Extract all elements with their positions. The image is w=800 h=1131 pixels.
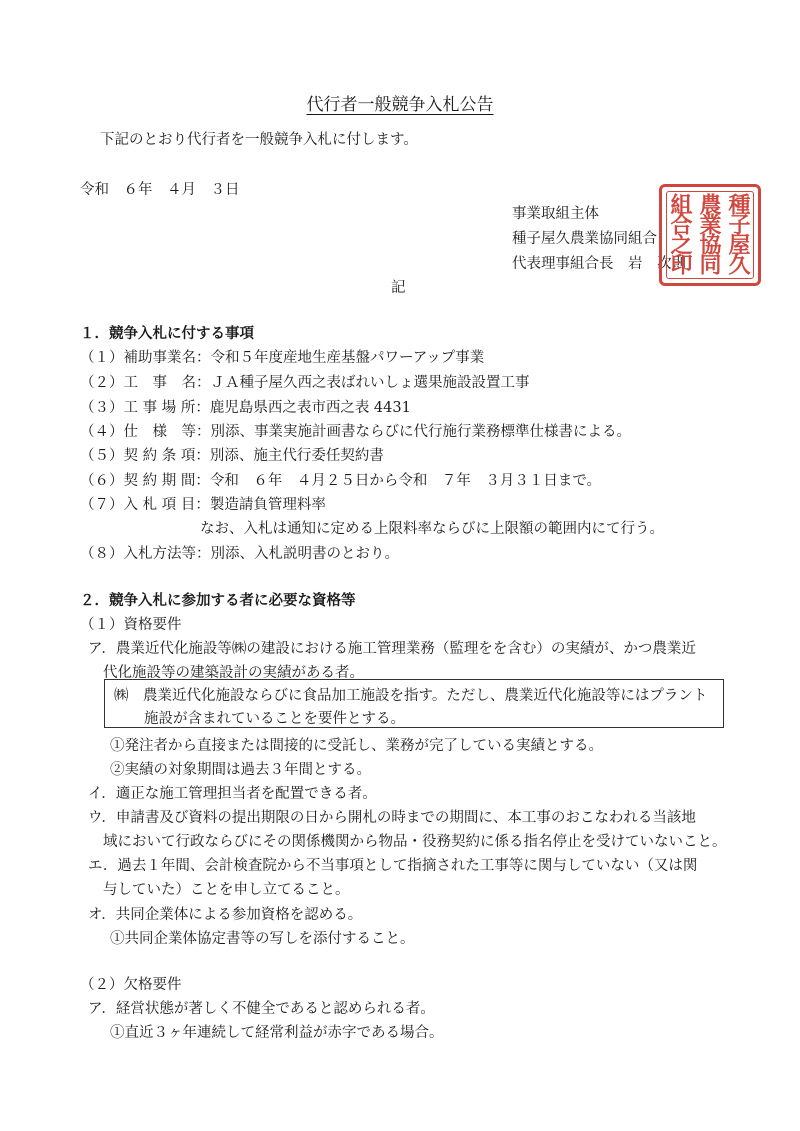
section-1-item: （７）入 札 項 目：製造請負管理料率 <box>80 497 326 513</box>
condition-2: ②実績の対象期間は過去３年間とする。 <box>110 762 371 778</box>
requirement-u-line-1: ウ．申請書及び資料の提出期限の日から開札の時までの期間に、本工事のおこなわれる当該地 <box>88 810 696 826</box>
intro-text: 下記のとおり代行者を一般競争入札に付します。 <box>100 132 418 148</box>
requirement-e-line-2: 与していた）ことを申し立てること。 <box>103 882 350 898</box>
qualification-requirements-heading: （１）資格要件 <box>80 617 182 633</box>
disqualification-a-condition: ①直近３ヶ年連続して経常利益が赤字である場合。 <box>110 1025 444 1041</box>
section-1-item-note: なお、入札は通知に定める上限料率ならびに上限額の範囲内にて行う。 <box>200 521 664 537</box>
section-1-item: （６）契 約 期 間：令和 ６年 ４月２５日から令和 ７年 ３月３１日まで。 <box>80 473 602 489</box>
seal-text-col-3: 組合之印 <box>667 193 693 273</box>
page-title: 代行者一般競争入札公告 <box>306 95 494 115</box>
section-1-item: （４）仕 様 等：別添、事業実施計画書ならびに代行施行業務標準仕様書による。 <box>80 424 631 440</box>
requirement-a-line-1: ア．農業近代化施設等㈱の建設における施工管理業務（監理をを含む）の実績が、かつ農業近 <box>88 641 696 657</box>
requirement-i: イ．適正な施工管理担当者を配置できる者。 <box>88 786 377 802</box>
section-1-heading: １．競争入札に付する事項 <box>80 325 254 342</box>
section-1-item: （２）工 事 名：ＪＡ種子屋久西之表ばれいしょ選果施設設置工事 <box>80 375 530 391</box>
section-1-item: （５）契 約 条 項：別添、施主代行委任契約書 <box>80 448 384 464</box>
issuer-organization: 種子屋久農業協同組合 <box>512 231 657 247</box>
requirement-a-line-2: 代化施設等の建築設計の実績がある者。 <box>103 665 364 681</box>
note-line-1: ㈱ 農業近代化施設ならびに食品加工施設を指す。ただし、農業近代化施設等にはプラント <box>114 688 708 704</box>
requirement-o: オ．共同企業体による参加資格を認める。 <box>88 907 363 923</box>
disqualification-a: ア．経営状態が著しく不健全であると認められる者。 <box>88 1001 435 1017</box>
disqualification-heading: （２）欠格要件 <box>80 977 182 993</box>
seal-text-col-1: 種子屋久 <box>725 193 751 273</box>
condition-1: ①発注者から直接または間接的に受託し、業務が完了している実績とする。 <box>110 738 603 754</box>
section-1-item: （１）補助事業名：令和５年度産地生産基盤パワーアップ事業 <box>80 350 485 366</box>
requirement-u-line-2: 域において行政ならびにその関係機関から物品・役務契約に係る指名停止を受けていないこと。 <box>103 834 727 850</box>
section-2-heading: ２．競争入札に参加する者に必要な資格等 <box>80 592 356 609</box>
section-1-item: （８）入札方法等：別添、入札説明書のとおり。 <box>80 546 399 562</box>
requirement-e-line-1: エ．過去１年間、会計検査院から不当事項として指摘された工事等に関与していない（又は関 <box>88 858 698 874</box>
issuer-role: 事業取組主体 <box>512 206 599 222</box>
ki-marker: 記 <box>391 280 406 296</box>
section-1-item: （３）工 事 場 所：鹿児島県西之表市西之表 4431 <box>80 400 411 416</box>
note-line-2: 施設が含まれていることを要件とする。 <box>144 711 405 727</box>
issuer-representative: 代表理事組合長 岩 次則 <box>512 256 686 272</box>
organization-seal <box>659 184 761 286</box>
announcement-date: 令和 ６年 ４月 ３日 <box>80 182 240 198</box>
requirement-o-condition: ①共同企業体協定書等の写しを添付すること。 <box>110 931 415 947</box>
seal-text-col-2: 農業協同 <box>696 193 722 273</box>
